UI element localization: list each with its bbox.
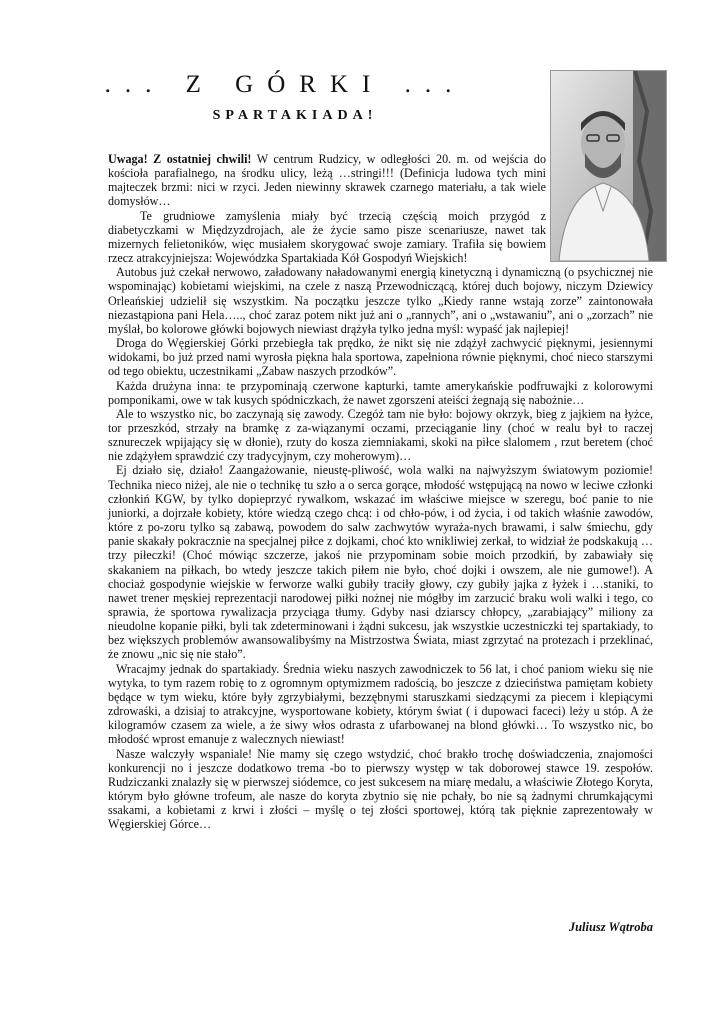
page-title: ... Z GÓRKI ... — [104, 71, 466, 98]
article-paragraph-9: Nasze walczyły wspaniale! Nie mamy się czego wstydzić, choć brakło trochę doświadczenia, znajomości konkurencji no i jeszcze dodatkowo trema -bo to pierwszy występ w tak doborowej stawce 19. zespołów. Rudziczanki znalazły się w pierwszej siódemce, co jest sukcesem na miarę medalu, a właściwie Złotego Koryta, którym było główne trofeum, ale nasze do koryta zbytnio się nie pchały, bo nie są żadnymi chrumkającymi ssakami, a kobietami z krwi i złości – myślę o tej złości sportowej, którą tak pięknie zaprezentowały w Węgierskiej Górce… — [108, 746, 653, 832]
article-paragraph-2: Te grudniowe zamyślenia miały być trzecią częścią moich przygód z diabetyczkami w Międzyzdrojach, ale że życie samo pisze scenariusze, nawet tak mizernych felietoników, więc musiałem skorygować swoje zamiary. Trafiła się bowiem rzecz atrakcyjniejsza: Wojewódzka Spartakiada Kół Gospodyń Wiejskich! — [108, 208, 546, 266]
article-body — [108, 152, 653, 832]
paragraph-1-text: W centrum Rudzicy, w odległości 20. m. od wejścia do kościoła parafialnego, na środku ulicy, leżą …stringi!!! (Definicja ludowa tych mini majteczek brzmi: nici w rzyci. Jeden niewinny skrawek czarnego materiału, a tak wiele domysłów… — [108, 152, 546, 209]
article-paragraph-7: Ej działo się, działo! Zaangażowanie, nieustę-pliwość, wola walki na najwyższym światowym poziomie! Technika nieco niżej, ale nie o technikę tu szło a o serca gorące, młodość wstępującą na nowo w leciwe członki członkiń KGW, by tylko dopieprzyć rywalkom, wskazać im właściwe miejsce w szeregu, boć panie to nie juniorki, a dojrzałe kobiety, które wiedzą czego chcą: i od chło-pów, i od życia, i od takich właśnie zawodów, które z po-zoru tylko są zabawą, powodem do salw zachwytów wyraża-nych brawami, i salw śmiechu, gdy panie skakały pokracznie na specjalnej piłce z dojkami, choć kto wnikliwiej zerkał, to widział że podskakują …trzy piłeczki! (Choć mówiąc szczerze, jakoś nie przypominam sobie moich przodkiń, by zabawiały się skakaniem na piłkach, bo wtedy jeszcze takich piłem nie było, choć dojki i owszem, ale nie gumowe!). A chociaż gospodynie wiejskie w ferworze walki gubiły traciły głowy, czy gubiły jajka z łyżek i …staniki, to nawet trener męskiej reprezentacji narodowej piłki nożnej nie mógłby im zarzucić braku woli walki i tego, co sprawia, że sportowa rywalizacja przyciąga tłumy. Gdyby nasi dziarscy chłopcy, „zarabiający” miliony za nieudolne kopanie piłki, byli tak zdeterminowani i żądni sukcesu, jak wszystkie uczestniczki tej spartakiady, to bez większych problemów awansowalibyśmy na Mistrzostwa Świata, miast zgrzytać na protezach i przeklinać, że znowu „nic się nie stało”. — [108, 463, 653, 662]
article-paragraph-5: Każda drużyna inna: te przypominają czerwone kapturki, tamte amerykańskie podfruwajki z kolorowymi pomponikami, owe w tak kusych spódniczkach, że nawet zgorszeni ateiści żegnają się nabożnie… — [108, 378, 653, 407]
article-paragraph-8: Wracajmy jednak do spartakiady. Średnia wieku naszych zawodniczek to 56 lat, i choć paniom wieku się nie wytyka, to tym razem robię to z ogromnym optymizmem radością, bo jeszcze z dzieciństwa pamiętam kobiety będące w tym wieku, które były zgrzybiałymi, bezzębnymi staruszkami siedzącymi za piecem i klepiącymi zdrowaśki, a dzisiaj to atrakcyjne, wysportowane kobiety, którym świat ( i dupowaci faceci) leży u stóp. A że kilogramów czasem za wiele, a że siwy włos odrasta z ufarbowanej na blond główki… To wszystko nic, bo młodość wprost emanuje z walecznych niewiast! — [108, 661, 653, 747]
lead-text: Uwaga! Z ostatniej chwili! — [108, 152, 252, 166]
article-paragraph-1 — [108, 152, 546, 209]
article-paragraph-4: Droga do Węgierskiej Górki przebiegła tak prędko, że nikt się nie zdążył zachwycić pięknymi, jesiennymi widokami, bo już przed nami wyrosła piękna hala sportowa, zapełniona równie pięknymi, choć nieco starszymi od tego obiektu, uczestnikami „Zabaw naszych przodków”. — [108, 336, 653, 379]
author-signature: Juliusz Wątroba — [568, 920, 653, 934]
article-paragraph-6: Ale to wszystko nic, bo zaczynają się zawody. Czegóż tam nie było: bojowy okrzyk, bieg z jajkiem na łyżce, tor przeszkód, strzały na bramkę z za-wiązanymi oczami, przeciąganie liny (choć w realu był to raczej sznureczek wpijający się w dłonie), rzuty do kosza ziemniakami, skoki na piłce slalomem , rzut beretem (choć nie zdążyłem sprawdzić czy tradycyjnym, czy moherowym)… — [108, 406, 653, 464]
page-subtitle: SPARTAKIADA! — [212, 108, 378, 123]
article-paragraph-3: Autobus już czekał nerwowo, załadowany naładowanymi energią kinetyczną i dynamiczną (o psychicznej nie wspominając) kobietami wiejskimi, na czele z naszą Przewodniczącą, której duch bojowy, niczym Dziewicy Orleańskiej udzielił się wszystkim. Na początku jeszcze tylko „Kiedy ranne wstają zorze” zaintonowała niezastąpiona pani Hela….., choć zaraz potem nikt już ani o „rannych”, ani o „wstawaniu”, ani o „zorzach” nie myślał, bo kolorowe główki bojowych niewiast drążyła tylko jedna myśl: wypaść jak najlepiej! — [108, 265, 653, 336]
